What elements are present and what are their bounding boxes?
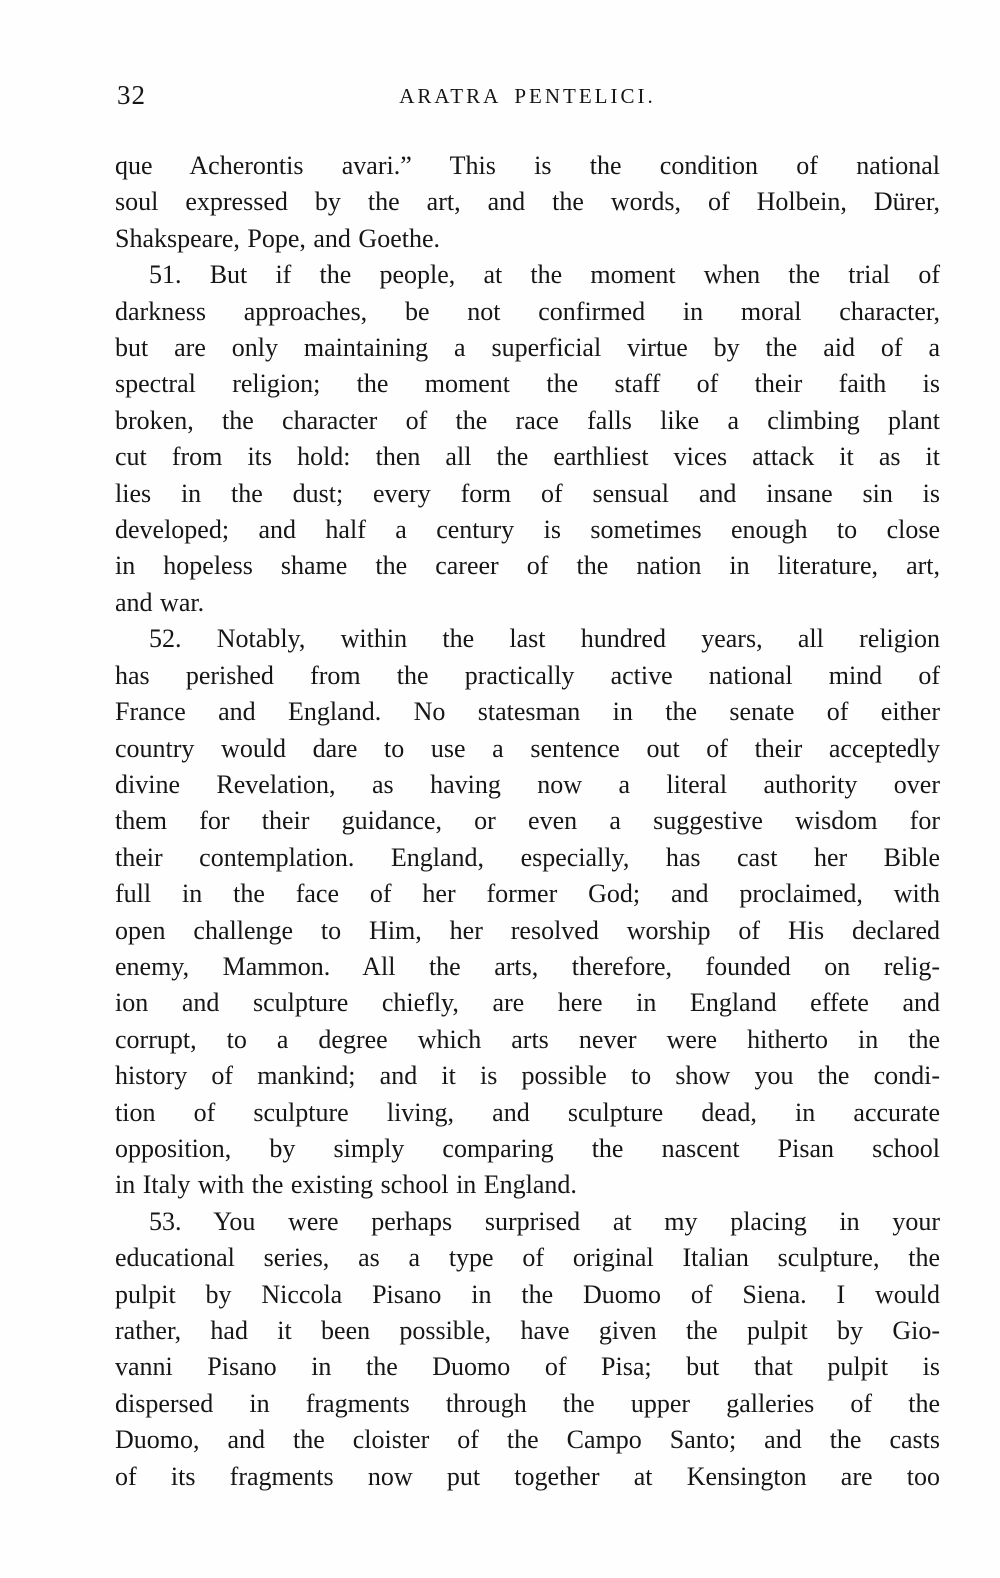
text-line: 53. You were perhaps surprised at my placing in your	[149, 1206, 940, 1236]
text-line: soul expressed by the art, and the words, of Holbein, Dürer,	[115, 187, 940, 217]
text-line: broken, the character of the race falls like a climbing plant	[115, 405, 940, 435]
paragraph	[115, 148, 940, 257]
text-line: opposition, by simply comparing the nascent Pisan school	[115, 1133, 940, 1163]
text-line: corrupt, to a degree which arts never were hitherto in the	[115, 1024, 940, 1054]
page-number: 32	[117, 80, 146, 110]
paragraph	[115, 621, 940, 1204]
paragraph	[115, 257, 940, 621]
text-line: darkness approaches, be not confirmed in moral character,	[115, 296, 940, 326]
text-line: of its fragments now put together at Kensington are too	[115, 1461, 940, 1491]
text-line: spectral religion; the moment the staff of their faith is	[115, 369, 940, 399]
page-body	[115, 148, 940, 1495]
text-line: has perished from the practically active national mind of	[115, 660, 940, 690]
text-line: que Acherontis avari.” This is the condition of national	[115, 151, 940, 180]
text-line: divine Revelation, as having now a literal authority over	[115, 769, 940, 799]
paragraph	[115, 1204, 940, 1495]
text-line: educational series, as a type of original Italian sculpture, the	[115, 1243, 940, 1273]
text-line: their contemplation. England, especially, has cast her Bible	[115, 842, 940, 872]
text-line: pulpit by Niccola Pisano in the Duomo of Siena. I would	[115, 1279, 940, 1309]
text-line: dispersed in fragments through the upper galleries of the	[115, 1388, 940, 1418]
text-line: history of mankind; and it is possible to show you the condi-	[115, 1061, 940, 1091]
text-line: them for their guidance, or even a suggestive wisdom for	[115, 806, 940, 836]
text-line: 51. But if the people, at the moment when the trial of	[149, 260, 940, 290]
text-line: ion and sculpture chiefly, are here in England effete and	[115, 988, 940, 1018]
text-line: 52. Notably, within the last hundred years, all religion	[149, 624, 940, 654]
text-line: in hopeless shame the career of the nation in literature, art,	[115, 551, 940, 581]
running-title: ARATRA PENTELICI.	[399, 84, 656, 108]
running-header	[115, 80, 940, 114]
text-line: Duomo, and the cloister of the Campo Santo; and the casts	[115, 1425, 940, 1455]
text-line: rather, had it been possible, have given the pulpit by Gio-	[115, 1316, 940, 1345]
text-line: tion of sculpture living, and sculpture dead, in accurate	[115, 1097, 940, 1127]
text-line: cut from its hold: then all the earthliest vices attack it as it	[115, 442, 940, 472]
text-line: country would dare to use a sentence out of their acceptedly	[115, 733, 940, 763]
text-line: vanni Pisano in the Duomo of Pisa; but that pulpit is	[115, 1352, 940, 1382]
text-line: enemy, Mammon. All the arts, therefore, founded on relig-	[115, 951, 940, 981]
text-line: France and England. No statesman in the senate of either	[115, 697, 940, 727]
text-line: Shakspeare, Pope, and Goethe.	[115, 223, 441, 253]
text-line: full in the face of her former God; and proclaimed, with	[115, 879, 940, 909]
text-line: and war.	[115, 587, 205, 617]
text-line: in Italy with the existing school in England.	[115, 1170, 577, 1200]
text-line: lies in the dust; every form of sensual and insane sin is	[115, 478, 940, 508]
text-line: open challenge to Him, her resolved worship of His declared	[115, 915, 940, 945]
text-line: but are only maintaining a superficial virtue by the aid of a	[115, 333, 940, 363]
text-line: developed; and half a century is sometimes enough to close	[115, 515, 940, 545]
